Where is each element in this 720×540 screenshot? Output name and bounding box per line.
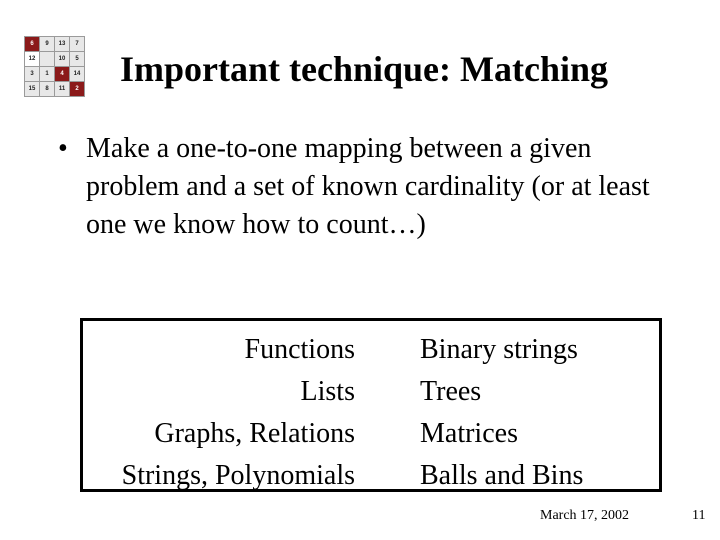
bullet-icon: •	[58, 133, 68, 164]
logo-tile: 5	[70, 52, 84, 66]
logo-tile: 1	[40, 67, 54, 81]
known-set-item: Trees	[420, 376, 482, 407]
problem-item: Graphs, Relations	[154, 418, 355, 449]
matching-table	[80, 318, 662, 492]
slide-title: Important technique: Matching	[120, 49, 608, 89]
logo-tile: 10	[55, 52, 69, 66]
logo-tile: 15	[25, 82, 39, 96]
logo-tile: 12	[25, 52, 39, 66]
problem-column	[83, 329, 355, 497]
known-set-item: Balls and Bins	[420, 460, 584, 491]
logo-tile: 6	[25, 37, 39, 51]
logo-tile: 11	[55, 82, 69, 96]
logo-tile	[40, 52, 54, 66]
logo-tile: 3	[25, 67, 39, 81]
problem-item: Lists	[300, 376, 355, 407]
logo-tile: 7	[70, 37, 84, 51]
logo-tile: 4	[55, 67, 69, 81]
known-set-column	[420, 329, 660, 497]
slide-number: 11	[692, 508, 706, 523]
problem-item: Strings, Polynomials	[121, 460, 355, 491]
footer-date: March 17, 2002	[540, 508, 630, 523]
bullet-point	[58, 130, 678, 244]
known-set-item: Binary strings	[420, 334, 578, 365]
logo-tile: 2	[70, 82, 84, 96]
logo-tile: 8	[40, 82, 54, 96]
puzzle-logo-icon	[24, 36, 85, 97]
known-set-item: Matrices	[420, 418, 518, 449]
logo-tile: 14	[70, 67, 84, 81]
problem-item: Functions	[244, 334, 355, 365]
bullet-text: Make a one-to-one mapping between a given problem and a set of known cardinality (or at least one we know how to count…)	[86, 133, 650, 240]
logo-tile: 9	[40, 37, 54, 51]
logo-tile: 13	[55, 37, 69, 51]
